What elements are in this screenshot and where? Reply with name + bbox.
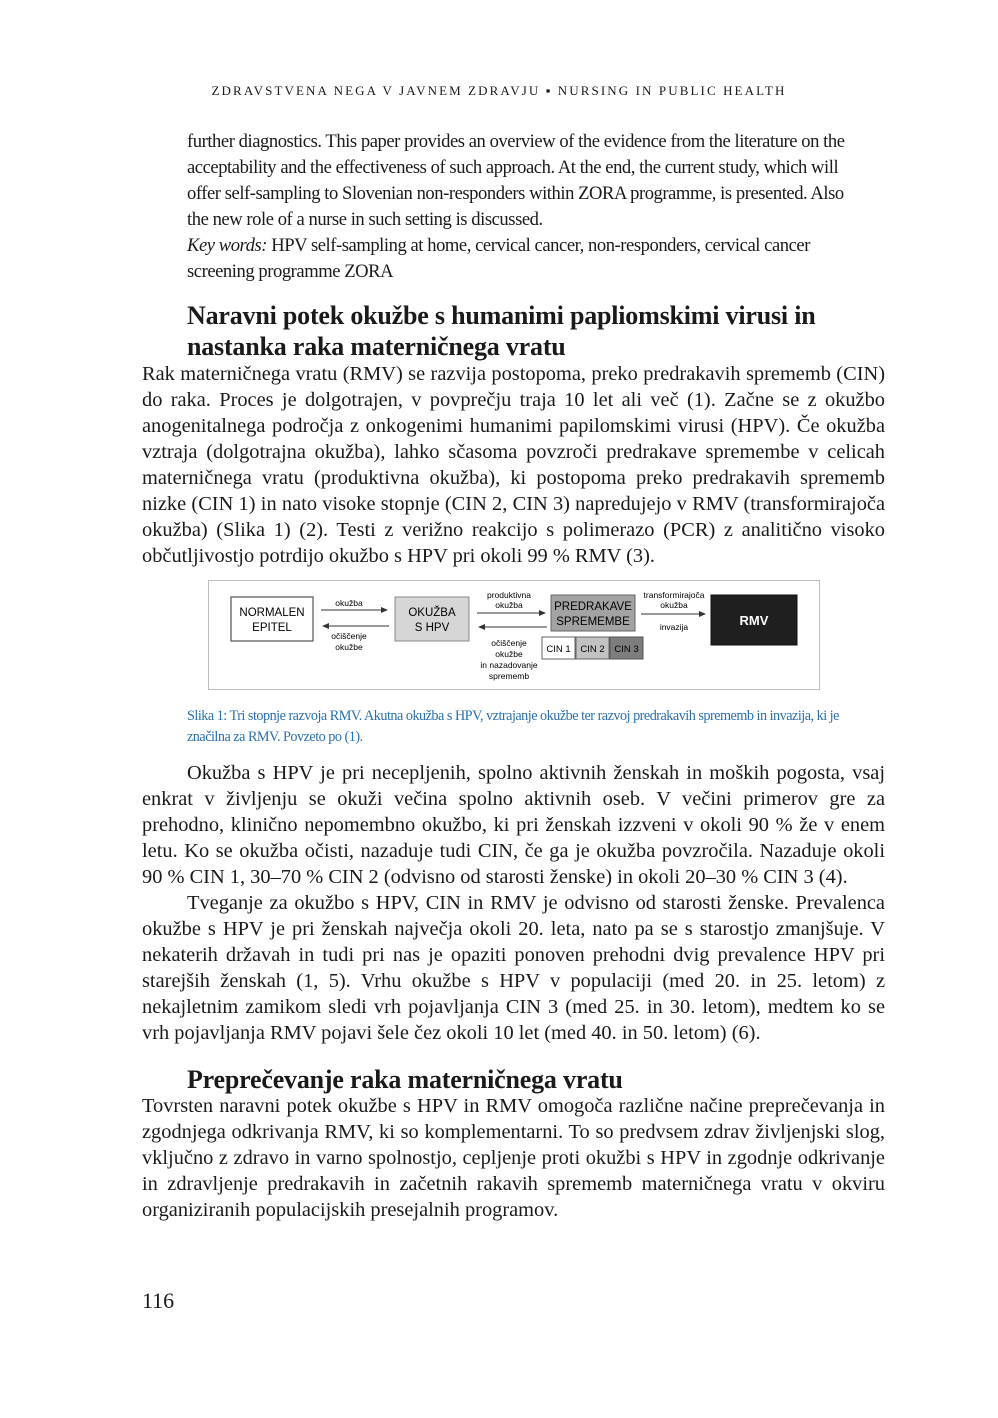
figure-caption: Slika 1: Tri stopnje razvoja RMV. Akutna okužba s HPV, vztrajanje okužbe ter razvoj predrakavih sprememb in invazija, ki je značilna za RMV. Povzeto po (1). <box>187 708 839 745</box>
abstract-continuation <box>187 129 847 285</box>
label-clearance-1: očiščenje <box>331 631 367 641</box>
label-cin3: CIN 3 <box>614 644 639 655</box>
label-productive-2: okužba <box>495 600 523 610</box>
label-transforming-1: transformirajoča <box>643 590 705 600</box>
box-precancer-line2: SPREMEMBE <box>556 616 630 628</box>
box-normal-epithelium <box>231 597 313 641</box>
box-hpv-infection <box>395 597 469 641</box>
box-infection-line2: S HPV <box>414 622 450 634</box>
label-invasion: invazija <box>659 622 689 632</box>
section-body-prevention <box>142 1093 885 1223</box>
label-regression-4: sprememb <box>488 671 530 681</box>
box-precancer-line1: PREDRAKAVE <box>554 601 632 613</box>
paragraph: Tovrsten naravni potek okužbe s HPV in RMV omogoča različne načine preprečevanja in zgodnjega odkrivanja RMV, ki so komplementarni. To so predvsem zdrav življenjski slog, vključno z zdravo in varno spolnostjo, cepljenje proti okužbi s HPV in zgodnje odkrivanje in zdravljenje predrakavih in začetnih rakavih sprememb materničnega vratu v okviru organiziranih populacijskih presejalnih programov. <box>142 1095 885 1221</box>
section-body-prevalence <box>142 760 885 1046</box>
keywords-list: HPV self-sampling at home, cervical cancer, non-responders, cervical cancer screening programme ZORA <box>187 235 810 282</box>
section-body-natural-course <box>142 361 885 569</box>
abstract-text: further diagnostics. This paper provides an overview of the evidence from the literature on the acceptability and the effectiveness of such approach. At the end, the current study, which will offer self-sampling to Slovenian non-responders within ZORA programme, is presented. Also the new role of a nurse in such setting is discussed. <box>187 131 845 230</box>
label-productive-1: produktivna <box>487 590 531 600</box>
page-number: 116 <box>142 1288 175 1313</box>
figure-diagram <box>209 581 819 689</box>
paragraph: Okužba s HPV je pri necepljenih, spolno aktivnih ženskah in moških pogosta, vsaj enkrat v življenju se okuži večina spolno aktivnih oseb. V večini primerov gre za prehodno, klinično nepomembno okužbo, ki pri ženskah izzveni v okoli 90 % že v enem letu. Ko se okužba očisti, nazaduje tudi CIN, če ga je okužba povzročila. Nazaduje okoli 90 % CIN 1, 30–70 % CIN 2 (odvisno od starosti ženske) in okoli 20–30 % CIN 3 (4). <box>142 762 885 888</box>
label-regression-2: okužbe <box>495 649 523 659</box>
figure-rmv-stages <box>208 580 820 690</box>
label-rmv: RMV <box>739 613 769 628</box>
label-regression-3: in nazadovanje <box>480 660 538 670</box>
label-infection: okužba <box>335 598 363 608</box>
label-cin1: CIN 1 <box>546 644 571 655</box>
section-heading-natural-course: Naravni potek okužbe s humanimi papliomskimi virusi in nastanka raka materničnega vratu <box>187 301 816 361</box>
running-header: ZDRAVSTVENA NEGA V JAVNEM ZDRAVJU ▪ NURSING IN PUBLIC HEALTH <box>211 83 787 98</box>
box-normal-line1: NORMALEN <box>239 607 305 619</box>
paragraph: Tveganje za okužbo s HPV, CIN in RMV je odvisno od starosti ženske. Prevalenca okužbe s HPV je pri ženskah največja okoli 20. leta, nato pa se s starostjo zmanjšuje. V nekaterih državah in tudi pri nas je opaziti ponoven prehodni dvig prevalence HPV pri starejših ženskah (1, 5). Vrhu okužbe s HPV v populaciji (med 20. in 25. letom) z nekajletnim zamikom sledi vrh pojavljanja CIN 3 (med 25. in 30. letom), medtem ko se vrh pojavljanja RMV pojavi šele čez okoli 10 let (med 40. in 50. letom) (6). <box>142 892 885 1044</box>
keywords-label: Key words: <box>187 235 268 256</box>
label-clearance-2: okužbe <box>335 642 363 652</box>
label-cin2: CIN 2 <box>580 644 605 655</box>
label-transforming-2: okužba <box>660 600 688 610</box>
box-normal-line2: EPITEL <box>252 622 292 634</box>
paragraph: Rak materničnega vratu (RMV) se razvija postopoma, preko predrakavih sprememb (CIN) do raka. Proces je dolgotrajen, v povprečju traja 10 let ali več (1). Začne se z okužbo anogenitalnega področja z onkogenimi humanimi papilomskimi virusi (HPV). Če okužba vztraja (dolgotrajna okužba), lahko sčasoma povzroči predrakave spremembe v celicah materničnega vratu (produktivna okužba), ki postopoma preko predrakavih sprememb nizke (CIN 1) in nato visoke stopnje (CIN 2, CIN 3) napredujejo v RMV (transformirajoča okužba) (Slika 1) (2). Testi z verižno reakcijo s polimerazo (PCR) z analitično visoko občutljivostjo potrdijo okužbo s HPV pri okoli 99 % RMV (3). <box>142 363 885 567</box>
keywords <box>187 233 847 285</box>
label-regression-1: očiščenje <box>491 638 527 648</box>
box-infection-line1: OKUŽBA <box>408 607 456 619</box>
section-heading-prevention: Preprečevanje raka materničnega vratu <box>187 1065 623 1094</box>
